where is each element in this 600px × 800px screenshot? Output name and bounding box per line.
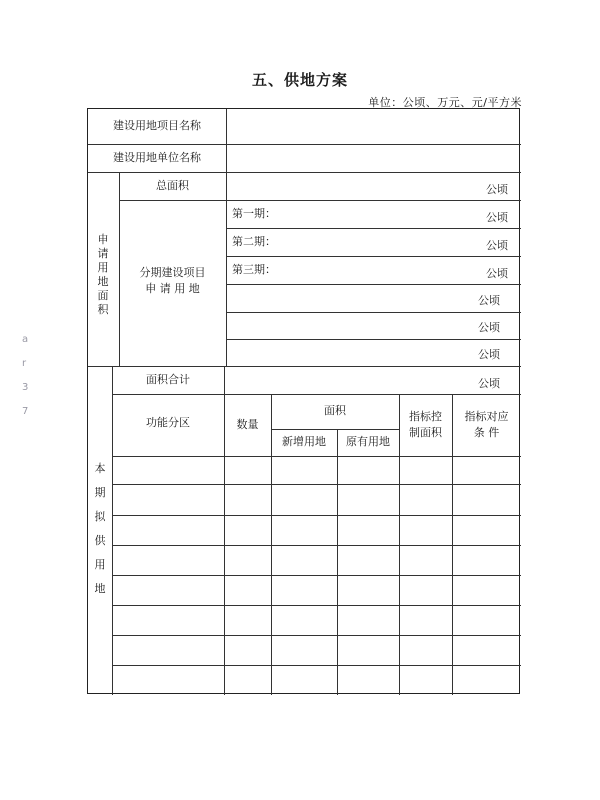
apply-area-label: 申请用地面积 bbox=[97, 233, 109, 316]
area-total-label: 面积合计 bbox=[146, 373, 190, 386]
col-conditions-line2: 条 件 bbox=[473, 426, 500, 439]
planned-supply-label: 本期拟供用地 bbox=[94, 462, 106, 595]
phase-5-unit: 公顷 bbox=[478, 321, 500, 334]
total-area-label: 总面积 bbox=[156, 179, 189, 192]
area-total-unit: 公顷 bbox=[478, 377, 500, 390]
col-divider bbox=[226, 109, 227, 366]
phased-label-line2: 申 请 用 地 bbox=[145, 282, 200, 295]
scan-mark: 7 bbox=[22, 406, 29, 417]
row-divider bbox=[112, 575, 521, 576]
phase-1-unit: 公顷 bbox=[486, 211, 508, 224]
page-title: 五、供地方案 bbox=[251, 71, 348, 89]
col-index-conditions bbox=[452, 409, 521, 441]
project-name-label: 建设用地项目名称 bbox=[113, 119, 201, 132]
row-divider bbox=[112, 545, 521, 546]
col-conditions-line1: 指标对应 bbox=[464, 410, 509, 423]
scan-mark: r bbox=[22, 358, 27, 369]
col-function-zone: 功能分区 bbox=[146, 416, 190, 429]
phase-2-unit: 公顷 bbox=[486, 239, 508, 252]
col-index-line1: 指标控 bbox=[409, 410, 442, 423]
phase-4-unit: 公顷 bbox=[478, 294, 500, 307]
row-divider bbox=[226, 256, 521, 257]
phase-3-label: 第三期： bbox=[232, 263, 276, 276]
phase-2-label: 第二期： bbox=[232, 235, 276, 248]
row-divider bbox=[226, 284, 521, 285]
col-quantity: 数量 bbox=[236, 418, 259, 431]
col-area: 面积 bbox=[324, 404, 346, 417]
phase-6-unit: 公顷 bbox=[478, 348, 500, 361]
total-area-unit: 公顷 bbox=[486, 183, 508, 196]
row-divider bbox=[112, 456, 521, 457]
scan-marks bbox=[22, 328, 52, 424]
row-divider bbox=[112, 394, 521, 395]
col-divider bbox=[337, 429, 338, 695]
row-divider bbox=[88, 172, 521, 173]
col-divider bbox=[224, 366, 225, 394]
unit-name-label: 建设用地单位名称 bbox=[113, 151, 201, 164]
land-supply-form bbox=[87, 108, 520, 694]
row-divider bbox=[226, 339, 521, 340]
row-divider bbox=[88, 144, 521, 145]
row-divider bbox=[226, 228, 521, 229]
phased-projects-label bbox=[119, 265, 226, 297]
phased-label-line1: 分期建设项目 bbox=[139, 266, 206, 279]
col-index-area bbox=[399, 409, 452, 441]
phase-1-label: 第一期： bbox=[232, 207, 276, 220]
scan-mark: a bbox=[22, 334, 29, 345]
col-divider bbox=[224, 394, 225, 695]
row-divider bbox=[112, 665, 521, 666]
row-divider bbox=[88, 366, 521, 367]
row-divider bbox=[119, 200, 521, 201]
col-new-land: 新增用地 bbox=[282, 435, 326, 448]
phase-3-unit: 公顷 bbox=[486, 267, 508, 280]
row-divider bbox=[112, 635, 521, 636]
row-divider bbox=[112, 605, 521, 606]
row-divider bbox=[112, 484, 521, 485]
scan-mark: 3 bbox=[22, 382, 29, 393]
col-index-line2: 制面积 bbox=[409, 426, 442, 439]
row-divider bbox=[112, 515, 521, 516]
col-existing-land: 原有用地 bbox=[346, 435, 390, 448]
row-divider bbox=[271, 429, 399, 430]
row-divider bbox=[226, 312, 521, 313]
unit-note: 单位：公顷、万元、元/平方米 bbox=[368, 96, 522, 109]
